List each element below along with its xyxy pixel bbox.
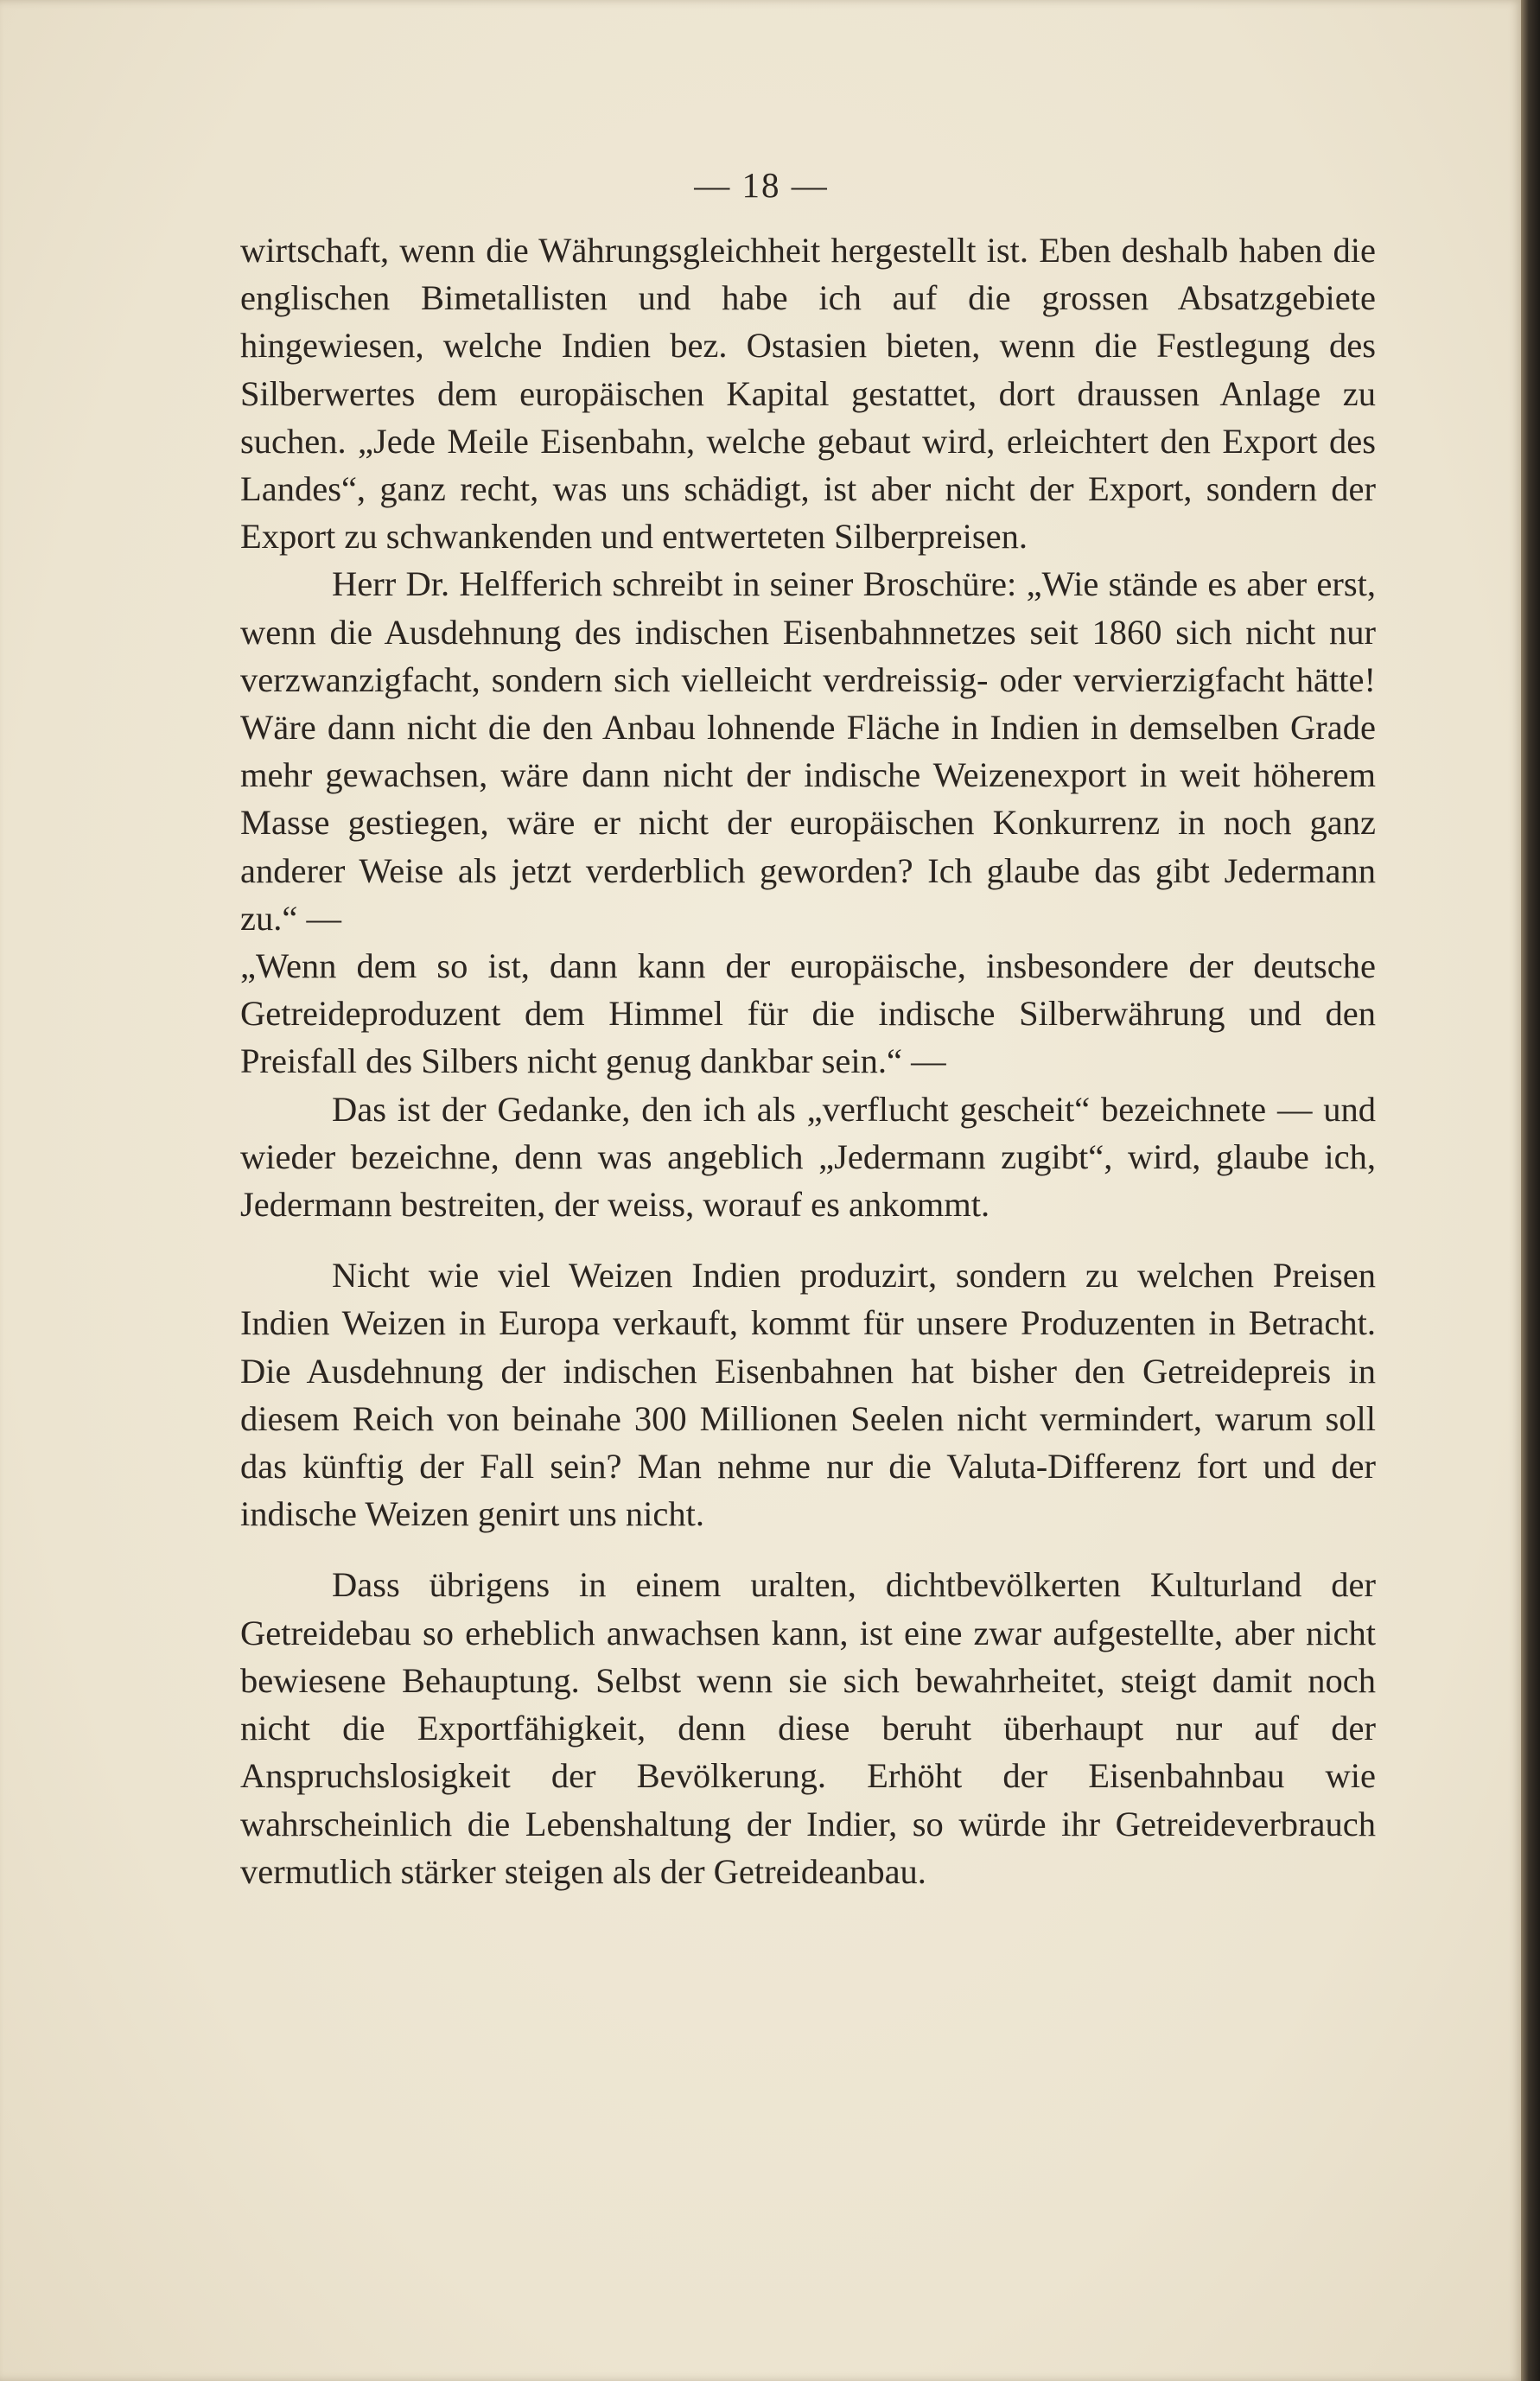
paragraph-2: Herr Dr. Helfferich schreibt in seiner Broschüre: „Wie stände es aber erst, wenn die Ausdehnung des indischen Eisenbahnnetzes seit 1860 sich nicht nur verzwanzigfacht, sondern sich vielleicht verdreissig- oder vervierzigfacht hätte! Wäre dann nicht die den Anbau lohnende Fläche in Indien in demselben Grade mehr gewachsen, wäre dann nicht der indische Weizenexport in weit höherem Masse gestiegen, wäre er nicht der europäischen Konkurrenz in noch ganz anderer Weise als jetzt verderblich geworden? Ich glaube das gibt Jedermann zu.“ —: [240, 564, 1376, 938]
paragraph-4: Das ist der Gedanke, den ich als „verflucht gescheit“ bezeichnete — und wieder bezeichne, denn was angeblich „Jedermann zugibt“, wird, glaube ich, Jedermann bestreiten, der weiss, worauf es ankommt.: [240, 1089, 1376, 1225]
paragraph-3: „Wenn dem so ist, dann kann der europäische, insbesondere der deutsche Getreideproduzent dem Himmel für die indische Silberwährung und den Preisfall des Silbers nicht genug dankbar sein.“ —: [240, 946, 1376, 1081]
book-spine-edge: [1521, 0, 1540, 2381]
paragraph-6: Dass übrigens in einem uralten, dichtbevölkerten Kulturland der Getreidebau so erheblich anwachsen kann, ist eine zwar aufgestellte, aber nicht bewiesene Behauptung. Selbst wenn sie sich bewahrheitet, steigt damit noch nicht die Exportfähigkeit, denn diese beruht überhaupt nur auf der Anspruchslosigkeit der Bevölkerung. Erhöht der Eisenbahnbau wie wahrscheinlich die Lebenshaltung der Indier, so würde ihr Getreideverbrauch vermutlich stärker steigen als der Getreideanbau.: [240, 1565, 1376, 1891]
body-text: [240, 226, 1376, 1895]
paragraph-1: wirtschaft, wenn die Währungsgleichheit hergestellt ist. Eben deshalb haben die englischen Bimetallisten und habe ich auf die grossen Absatzgebiete hingewiesen, welche Indien bez. Ostasien bieten, wenn die Festlegung des Silberwertes dem europäischen Kapital gestattet, dort draussen Anlage zu suchen. „Jede Meile Eisenbahn, welche gebaut wird, erleichtert den Export des Landes“, ganz recht, was uns schädigt, ist aber nicht der Export, sondern der Export zu schwankenden und entwerteten Silberpreisen.: [240, 231, 1376, 557]
page-number: — 18 —: [694, 165, 829, 205]
paragraph-5: Nicht wie viel Weizen Indien produzirt, sondern zu welchen Preisen Indien Weizen in Europa verkauft, kommt für unsere Produzenten in Betracht. Die Ausdehnung der indischen Eisenbahnen hat bisher den Getreidepreis in diesem Reich von beinahe 300 Millionen Seelen nicht vermindert, warum soll das künftig der Fall sein? Man nehme nur die Valuta-Differenz fort und der indische Weizen genirt uns nicht.: [240, 1256, 1376, 1534]
